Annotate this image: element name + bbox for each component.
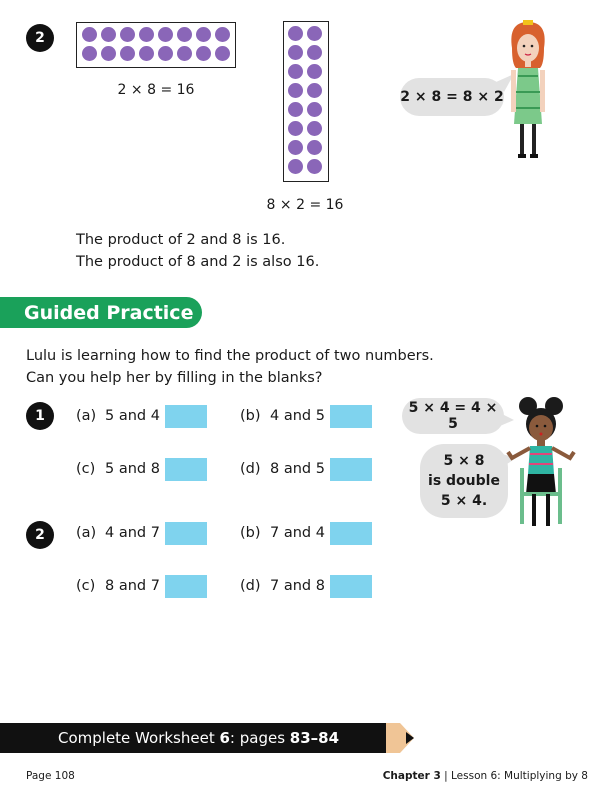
chapter-footer <box>383 770 588 782</box>
counter-dot <box>215 46 230 61</box>
counter-dot <box>177 27 192 42</box>
counter-dot <box>215 27 230 42</box>
q2a-answer-blank[interactable] <box>165 522 207 545</box>
girl-illustration <box>500 18 556 164</box>
counter-dot <box>196 27 211 42</box>
counter-dot <box>101 46 116 61</box>
counter-dot <box>307 140 322 155</box>
equation-8x2: 8 × 2 = 16 <box>266 197 344 213</box>
counter-dot <box>288 140 303 155</box>
counter-dot <box>101 27 116 42</box>
lulu-bubble-2-line-1: 5 × 8 <box>443 453 485 469</box>
counter-dot <box>288 121 303 136</box>
lulu-illustration <box>506 394 576 534</box>
counter-dot <box>158 46 173 61</box>
q2d-answer-blank[interactable] <box>330 575 372 598</box>
q1b-letter: (b) <box>240 408 261 424</box>
counter-dot <box>288 102 303 117</box>
counter-dot <box>177 46 192 61</box>
q2b-answer-blank[interactable] <box>330 522 372 545</box>
counter-dot <box>288 64 303 79</box>
q2a-text: 4 and 7 <box>105 525 160 541</box>
counter-dot <box>196 46 211 61</box>
lulu-bubble-double <box>420 444 508 518</box>
question-1-badge: 1 <box>26 402 54 430</box>
counter-dot <box>307 45 322 60</box>
intro-line-1: Lulu is learning how to find the product of two numbers. <box>26 348 434 364</box>
counter-dot <box>139 27 154 42</box>
lulu-bubble-commutative: 5 × 4 = 4 × 5 <box>402 398 504 434</box>
page-number: Page 108 <box>26 770 75 782</box>
counter-dot <box>307 26 322 41</box>
counter-dot <box>82 46 97 61</box>
q2c-text: 8 and 7 <box>105 578 160 594</box>
q1b-answer-blank[interactable] <box>330 405 372 428</box>
product-statement-2: The product of 8 and 2 is also 16. <box>76 254 320 270</box>
intro-line-2: Can you help her by filling in the blanks? <box>26 370 323 386</box>
chapter-separator: | <box>440 770 452 782</box>
q1c-text: 5 and 8 <box>105 461 160 477</box>
counter-dot <box>288 159 303 174</box>
array-2-by-8 <box>76 22 236 68</box>
q2d-text: 7 and 8 <box>270 578 325 594</box>
worksheet-banner <box>0 723 388 753</box>
counter-dot <box>288 83 303 98</box>
pencil-tip-icon <box>386 723 414 753</box>
q2d-letter: (d) <box>240 578 261 594</box>
q2b-letter: (b) <box>240 525 261 541</box>
q2c-letter: (c) <box>76 578 96 594</box>
counter-dot <box>307 64 322 79</box>
q1d-answer-blank[interactable] <box>330 458 372 481</box>
counter-dot <box>307 159 322 174</box>
lesson-label: Lesson 6: Multiplying by 8 <box>451 770 588 782</box>
equation-2x8: 2 × 8 = 16 <box>117 82 195 98</box>
guided-practice-banner: Guided Practice <box>0 297 202 328</box>
counter-dot <box>288 26 303 41</box>
counter-dot <box>139 46 154 61</box>
worksheet-middle: : pages <box>229 729 290 747</box>
q2a-letter: (a) <box>76 525 97 541</box>
q1c-letter: (c) <box>76 461 96 477</box>
worksheet-prefix: Complete Worksheet <box>58 729 220 747</box>
counter-dot <box>120 27 135 42</box>
q1b-text: 4 and 5 <box>270 408 325 424</box>
q1a-answer-blank[interactable] <box>165 405 207 428</box>
chapter-label: Chapter 3 <box>382 770 441 782</box>
q1a-letter: (a) <box>76 408 97 424</box>
worksheet-number: 6 <box>219 729 230 747</box>
worksheet-pages: 83–84 <box>289 729 340 747</box>
counter-dot <box>120 46 135 61</box>
q1c-answer-blank[interactable] <box>165 458 207 481</box>
question-2-badge: 2 <box>26 521 54 549</box>
product-statement-1: The product of 2 and 8 is 16. <box>76 232 286 248</box>
speech-bubble-commutative: 2 × 8 = 8 × 2 <box>400 78 504 116</box>
counter-dot <box>158 27 173 42</box>
counter-dot <box>307 102 322 117</box>
counter-dot <box>307 121 322 136</box>
q1a-text: 5 and 4 <box>105 408 160 424</box>
q2b-text: 7 and 4 <box>270 525 325 541</box>
lulu-bubble-2-line-3: 5 × 4. <box>440 493 488 509</box>
counter-dot <box>288 45 303 60</box>
lulu-bubble-2-line-2: is double <box>428 473 500 489</box>
q1d-letter: (d) <box>240 461 261 477</box>
example-number-badge: 2 <box>26 24 54 52</box>
array-8-by-2 <box>283 21 329 182</box>
counter-dot <box>82 27 97 42</box>
q2c-answer-blank[interactable] <box>165 575 207 598</box>
q1d-text: 8 and 5 <box>270 461 325 477</box>
counter-dot <box>307 83 322 98</box>
